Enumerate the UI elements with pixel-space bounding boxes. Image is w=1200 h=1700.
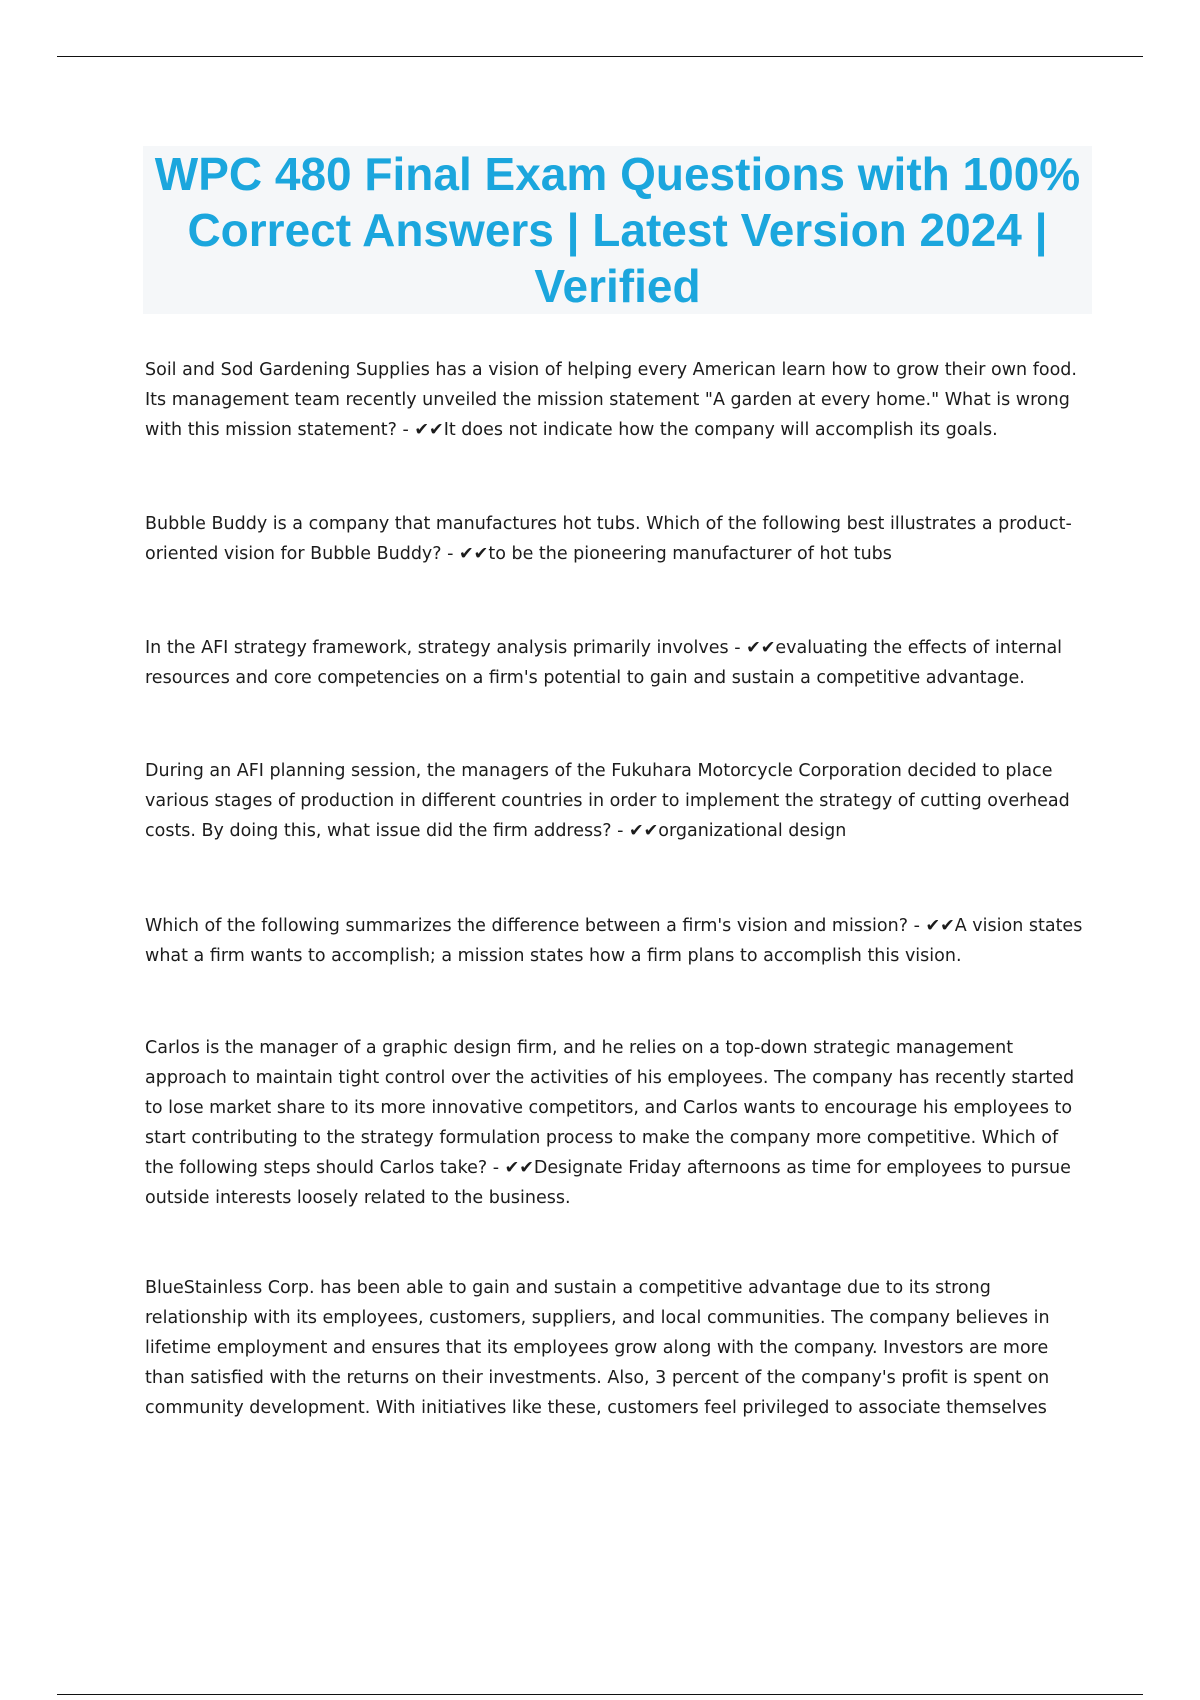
qa-item-7: BlueStainless Corp. has been able to gain and sustain a competitive advantage due to its strong relationship with its employees, customers, suppliers, and local communities. The company believes in lifetime employment and ensures that its employees grow along with the company. Investors are more than satisfied with the returns on their investments. Also, 3 percent of the company's profit is spent on community development. With initiatives like these, customers feel privileged to associate themselves <box>145 1278 1050 1418</box>
qa-item-3: In the AFI strategy framework, strategy analysis primarily involves - ✔✔evaluating the effects of internal resources and core competencies on a firm's potential to gain and sustain a competitive advantage. <box>145 638 1063 688</box>
qa-item-5: Which of the following summarizes the difference between a firm's vision and mission? - ✔✔A vision states what a firm wants to accomplish; a mission states how a firm plans to accomplish this vision. <box>145 916 1083 966</box>
qa-item-4: During an AFI planning session, the managers of the Fukuhara Motorcycle Corporation decided to place various stages of production in different countries in order to implement the strategy of cutting overhead costs. By doing this, what issue did the firm address? - ✔✔organizational design <box>145 761 1070 841</box>
qa-item-1: Soil and Sod Gardening Supplies has a vision of helping every American learn how to grow their own food. Its management team recently unveiled the mission statement "A garden at every home." What is wrong with this mission statement? - ✔✔It does not indicate how the company will accomplish its goals. <box>145 360 1077 440</box>
qa-item-6: Carlos is the manager of a graphic design firm, and he relies on a top-down strategic management approach to maintain tight control over the activities of his employees. The company has recently started to lose market share to its more innovative competitors, and Carlos wants to encourage his employees to start contributing to the strategy formulation process to make the company more competitive. Which of the following steps should Carlos take? - ✔✔Designate Friday afternoons as time for employees to pursue outside interests loosely related to the business. <box>145 1038 1075 1208</box>
document-title: WPC 480 Final Exam Questions with 100% Correct Answers | Latest Version 2024 | Verified <box>154 148 1081 312</box>
qa-item-2: Bubble Buddy is a company that manufactures hot tubs. Which of the following best illustrates a product-oriented vision for Bubble Buddy? - ✔✔to be the pioneering manufacturer of hot tubs <box>145 514 1072 564</box>
title-banner <box>143 146 1092 314</box>
bottom-rule <box>57 1694 1143 1695</box>
top-rule <box>57 56 1143 57</box>
